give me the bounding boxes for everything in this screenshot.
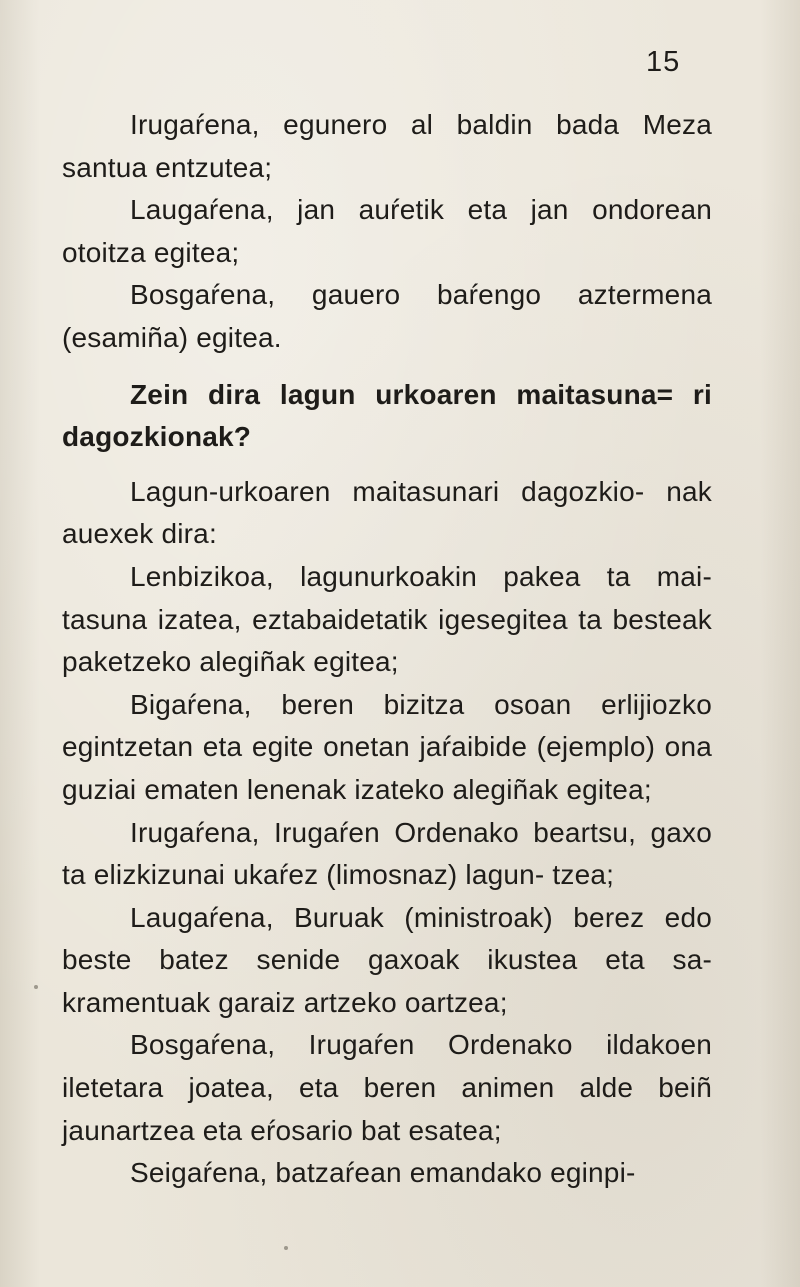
- paragraph-bosgarena-ildakoen: Bosgaŕena, Irugaŕen Ordenako ildakoen iletetara joatea, eta beren animen alde beiñ jaunartzea eta eŕosario bat esatea;: [62, 1029, 712, 1146]
- paragraph-bigarena: Bigaŕena, beren bizitza osoan erlijiozko egintzetan eta egite onetan jaŕaibide (ejemplo) ona guziai ematen lenenak izateko alegiñak egitea;: [62, 688, 712, 805]
- paper-speck: [284, 1246, 288, 1250]
- body-text: [62, 104, 712, 1195]
- page-number: 15: [646, 46, 681, 78]
- question-heading: Zein dira lagun urkoaren maitasuna= ri dagozkionak?: [62, 378, 712, 453]
- paragraph-intro: Lagun-urkoaren maitasunari dagozkio- nak auexek dira:: [62, 475, 712, 550]
- paper-speck: [34, 985, 38, 989]
- paragraph-irugarena-beartsu: Irugaŕena, Irugaŕen Ordenako beartsu, gaxo ta elizkizunai ukaŕez (limosnaz) lagun- tzea;: [62, 816, 712, 891]
- paragraph-lenbizikoa: Lenbizikoa, lagunurkoakin pakea ta mai- tasuna izatea, eztabaidetatik igesegitea ta besteak paketzeko alegiñak egitea;: [62, 560, 712, 678]
- paragraph-laugarena-otoitza: Laugaŕena, jan auŕetik eta jan ondorean otoitza egitea;: [62, 194, 712, 268]
- paragraph-bosgarena-aztermena: Bosgaŕena, gauero baŕengo aztermena (esamiña) egitea.: [62, 279, 712, 353]
- paragraph-laugarena-buruak: Laugaŕena, Buruak (ministroak) berez edo beste batez senide gaxoak ikustea eta sa- kramentuak garaiz artzeko oartzea;: [62, 901, 712, 1018]
- paragraph-irugarena-meza: Irugaŕena, egunero al baldin bada Meza santua entzutea;: [62, 109, 712, 183]
- paragraph-seigarena: Seigaŕena, batzaŕean emandako eginpi-: [130, 1157, 636, 1189]
